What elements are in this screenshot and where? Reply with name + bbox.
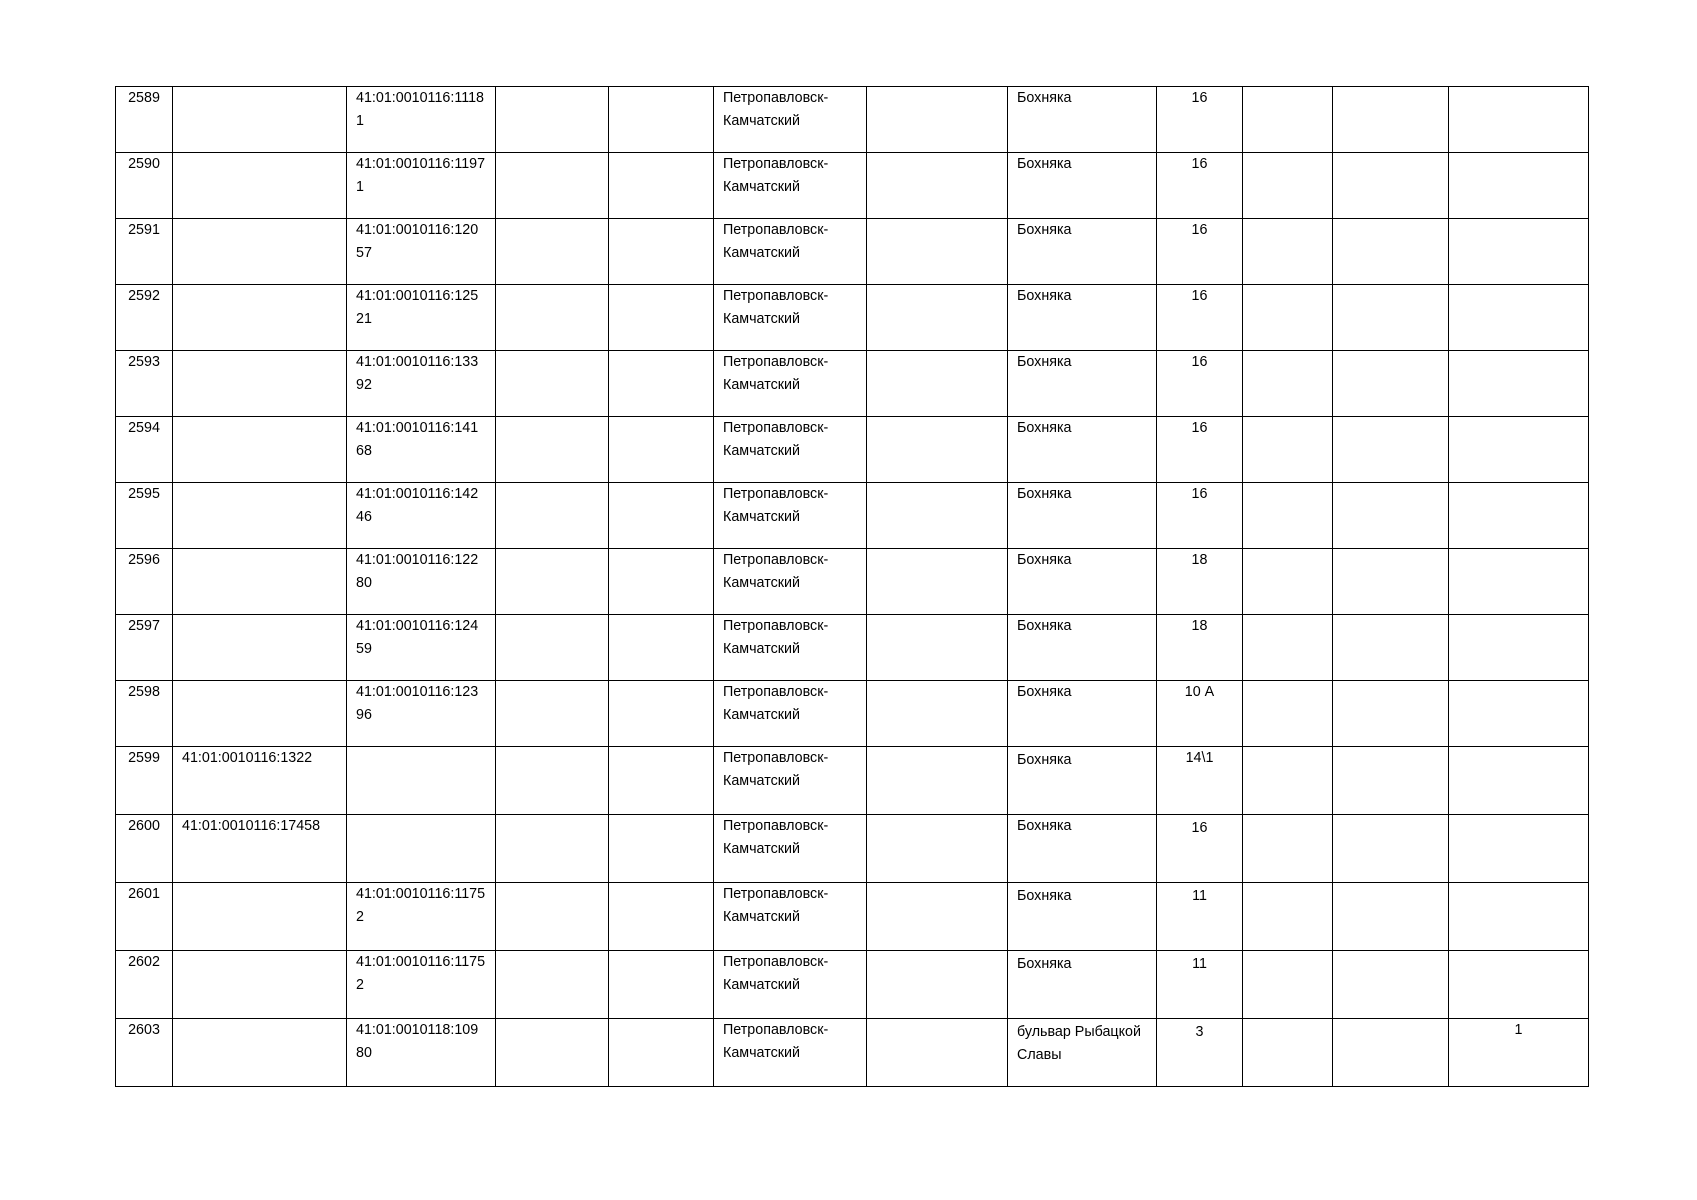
cell-empty	[1333, 351, 1449, 417]
cell-premises-cadastral-number	[347, 815, 496, 883]
cell-house-number: 18	[1157, 549, 1243, 615]
cell-city: Петропавловск-Камчатский	[714, 219, 867, 285]
table-row	[116, 883, 1589, 951]
cell-empty	[609, 153, 714, 219]
table-row	[116, 747, 1589, 815]
cell-empty	[609, 883, 714, 951]
cell-house-number: 16	[1157, 351, 1243, 417]
cell-empty	[609, 285, 714, 351]
cell-record-number: 2594	[116, 417, 173, 483]
cell-city: Петропавловск-Камчатский	[714, 351, 867, 417]
cell-empty	[609, 747, 714, 815]
cell-record-number: 2603	[116, 1019, 173, 1087]
cell-apartment-number	[1449, 483, 1589, 549]
cell-house-number: 14\1	[1157, 747, 1243, 815]
table-row	[116, 549, 1589, 615]
cell-empty	[496, 747, 609, 815]
cell-empty	[1333, 417, 1449, 483]
cell-street: Бохняка	[1008, 219, 1157, 285]
cell-street: Бохняка	[1008, 285, 1157, 351]
table-row	[116, 87, 1589, 153]
cell-street: Бохняка	[1008, 951, 1157, 1019]
cell-city: Петропавловск-Камчатский	[714, 815, 867, 883]
cell-apartment-number	[1449, 615, 1589, 681]
cell-city: Петропавловск-Камчатский	[714, 549, 867, 615]
cell-city: Петропавловск-Камчатский	[714, 681, 867, 747]
cell-city: Петропавловск-Камчатский	[714, 951, 867, 1019]
cell-street: Бохняка	[1008, 883, 1157, 951]
cell-city: Петропавловск-Камчатский	[714, 615, 867, 681]
cell-empty	[496, 351, 609, 417]
cell-cadastral-number	[173, 351, 347, 417]
cell-city: Петропавловск-Камчатский	[714, 285, 867, 351]
cell-cadastral-number	[173, 285, 347, 351]
cell-premises-cadastral-number	[347, 747, 496, 815]
cell-cadastral-number	[173, 417, 347, 483]
cell-premises-cadastral-number: 41:01:0010116:12521	[347, 285, 496, 351]
cell-house-number: 10 А	[1157, 681, 1243, 747]
cell-house-number: 18	[1157, 615, 1243, 681]
cell-empty	[867, 747, 1008, 815]
cell-empty	[609, 615, 714, 681]
cell-city: Петропавловск-Камчатский	[714, 483, 867, 549]
cell-apartment-number	[1449, 285, 1589, 351]
cell-empty	[496, 815, 609, 883]
cell-empty	[1333, 815, 1449, 883]
table-row	[116, 1019, 1589, 1087]
cell-house-number: 16	[1157, 153, 1243, 219]
cell-empty	[867, 219, 1008, 285]
cell-empty	[1243, 153, 1333, 219]
cell-empty	[609, 417, 714, 483]
cell-premises-cadastral-number: 41:01:0010116:11752	[347, 883, 496, 951]
cell-street: Бохняка	[1008, 549, 1157, 615]
cell-record-number: 2590	[116, 153, 173, 219]
cell-empty	[1333, 747, 1449, 815]
cell-house-number: 16	[1157, 219, 1243, 285]
cell-empty	[1243, 883, 1333, 951]
cell-apartment-number	[1449, 883, 1589, 951]
cell-city: Петропавловск-Камчатский	[714, 747, 867, 815]
cell-house-number: 3	[1157, 1019, 1243, 1087]
cell-street: Бохняка	[1008, 681, 1157, 747]
cell-empty	[867, 351, 1008, 417]
cell-city: Петропавловск-Камчатский	[714, 1019, 867, 1087]
cell-street: Бохняка	[1008, 747, 1157, 815]
cell-apartment-number	[1449, 417, 1589, 483]
cell-empty	[1243, 549, 1333, 615]
cell-empty	[609, 549, 714, 615]
cell-empty	[1333, 483, 1449, 549]
table-row	[116, 417, 1589, 483]
cell-record-number: 2593	[116, 351, 173, 417]
cell-record-number: 2600	[116, 815, 173, 883]
cell-cadastral-number	[173, 681, 347, 747]
cell-apartment-number	[1449, 681, 1589, 747]
cell-empty	[1243, 219, 1333, 285]
cell-cadastral-number	[173, 153, 347, 219]
cell-record-number: 2592	[116, 285, 173, 351]
cell-empty	[496, 681, 609, 747]
cell-house-number: 16	[1157, 417, 1243, 483]
cell-cadastral-number	[173, 549, 347, 615]
cell-empty	[1333, 615, 1449, 681]
cell-street: Бохняка	[1008, 87, 1157, 153]
cell-premises-cadastral-number: 41:01:0010116:13392	[347, 351, 496, 417]
cell-apartment-number	[1449, 549, 1589, 615]
cell-empty	[496, 951, 609, 1019]
cell-empty	[1333, 951, 1449, 1019]
cell-empty	[609, 1019, 714, 1087]
cell-cadastral-number	[173, 483, 347, 549]
cell-street: бульвар Рыбацкой Славы	[1008, 1019, 1157, 1087]
cell-house-number: 11	[1157, 951, 1243, 1019]
cell-empty	[1243, 815, 1333, 883]
cell-empty	[1333, 1019, 1449, 1087]
cell-apartment-number	[1449, 87, 1589, 153]
cell-empty	[1243, 87, 1333, 153]
cell-premises-cadastral-number: 41:01:0010116:12396	[347, 681, 496, 747]
cell-empty	[1333, 219, 1449, 285]
cell-city: Петропавловск-Камчатский	[714, 87, 867, 153]
cell-record-number: 2595	[116, 483, 173, 549]
cell-empty	[496, 483, 609, 549]
cell-empty	[867, 1019, 1008, 1087]
cell-empty	[867, 883, 1008, 951]
registry-table-body	[116, 87, 1589, 1087]
cell-record-number: 2599	[116, 747, 173, 815]
cell-apartment-number	[1449, 219, 1589, 285]
cell-premises-cadastral-number: 41:01:0010116:11752	[347, 951, 496, 1019]
cell-street: Бохняка	[1008, 483, 1157, 549]
cell-premises-cadastral-number: 41:01:0010118:10980	[347, 1019, 496, 1087]
cell-empty	[496, 417, 609, 483]
cell-cadastral-number	[173, 951, 347, 1019]
cell-house-number: 16	[1157, 87, 1243, 153]
cell-empty	[867, 815, 1008, 883]
cell-empty	[609, 351, 714, 417]
cell-empty	[609, 219, 714, 285]
cell-empty	[1243, 417, 1333, 483]
cell-premises-cadastral-number: 41:01:0010116:11181	[347, 87, 496, 153]
cell-empty	[1333, 883, 1449, 951]
table-row	[116, 483, 1589, 549]
table-row	[116, 815, 1589, 883]
cell-record-number: 2601	[116, 883, 173, 951]
cell-empty	[1333, 87, 1449, 153]
cell-premises-cadastral-number: 41:01:0010116:12459	[347, 615, 496, 681]
cell-record-number: 2602	[116, 951, 173, 1019]
table-row	[116, 285, 1589, 351]
cell-record-number: 2597	[116, 615, 173, 681]
cell-empty	[1243, 951, 1333, 1019]
cell-premises-cadastral-number: 41:01:0010116:11971	[347, 153, 496, 219]
cell-apartment-number	[1449, 951, 1589, 1019]
cell-empty	[496, 615, 609, 681]
cell-cadastral-number	[173, 87, 347, 153]
cell-empty	[609, 681, 714, 747]
cell-premises-cadastral-number: 41:01:0010116:14168	[347, 417, 496, 483]
table-row	[116, 219, 1589, 285]
cell-premises-cadastral-number: 41:01:0010116:12057	[347, 219, 496, 285]
cell-empty	[609, 483, 714, 549]
cell-cadastral-number: 41:01:0010116:17458	[173, 815, 347, 883]
table-row	[116, 153, 1589, 219]
cell-house-number: 16	[1157, 815, 1243, 883]
cell-empty	[867, 615, 1008, 681]
cell-city: Петропавловск-Камчатский	[714, 153, 867, 219]
table-row	[116, 951, 1589, 1019]
cell-city: Петропавловск-Камчатский	[714, 883, 867, 951]
cell-premises-cadastral-number: 41:01:0010116:12280	[347, 549, 496, 615]
cell-empty	[609, 815, 714, 883]
table-row	[116, 615, 1589, 681]
cell-empty	[1243, 483, 1333, 549]
cell-city: Петропавловск-Камчатский	[714, 417, 867, 483]
cell-empty	[1243, 351, 1333, 417]
cell-apartment-number	[1449, 815, 1589, 883]
cell-empty	[867, 285, 1008, 351]
cell-apartment-number: 1	[1449, 1019, 1589, 1087]
cell-empty	[1243, 747, 1333, 815]
cell-house-number: 16	[1157, 483, 1243, 549]
registry-table	[115, 86, 1589, 1087]
cell-record-number: 2598	[116, 681, 173, 747]
cell-empty	[1333, 153, 1449, 219]
cell-empty	[1243, 681, 1333, 747]
cell-empty	[1333, 681, 1449, 747]
cell-street: Бохняка	[1008, 615, 1157, 681]
cell-premises-cadastral-number: 41:01:0010116:14246	[347, 483, 496, 549]
cell-empty	[496, 87, 609, 153]
cell-record-number: 2591	[116, 219, 173, 285]
cell-house-number: 16	[1157, 285, 1243, 351]
cell-cadastral-number: 41:01:0010116:1322	[173, 747, 347, 815]
cell-street: Бохняка	[1008, 815, 1157, 883]
cell-empty	[867, 483, 1008, 549]
cell-apartment-number	[1449, 747, 1589, 815]
cell-empty	[867, 951, 1008, 1019]
cell-cadastral-number	[173, 1019, 347, 1087]
cell-empty	[496, 285, 609, 351]
cell-street: Бохняка	[1008, 153, 1157, 219]
cell-empty	[1243, 285, 1333, 351]
cell-empty	[867, 681, 1008, 747]
cell-empty	[1333, 285, 1449, 351]
cell-record-number: 2596	[116, 549, 173, 615]
cell-apartment-number	[1449, 153, 1589, 219]
cell-empty	[1243, 1019, 1333, 1087]
cell-empty	[1243, 615, 1333, 681]
table-row	[116, 351, 1589, 417]
cell-empty	[1333, 549, 1449, 615]
cell-cadastral-number	[173, 219, 347, 285]
cell-empty	[496, 153, 609, 219]
cell-empty	[867, 549, 1008, 615]
cell-empty	[496, 549, 609, 615]
cell-cadastral-number	[173, 615, 347, 681]
cell-empty	[867, 153, 1008, 219]
cell-empty	[867, 87, 1008, 153]
cell-empty	[609, 951, 714, 1019]
cell-empty	[609, 87, 714, 153]
cell-empty	[867, 417, 1008, 483]
cell-empty	[496, 219, 609, 285]
table-row	[116, 681, 1589, 747]
cell-empty	[496, 1019, 609, 1087]
cell-street: Бохняка	[1008, 417, 1157, 483]
cell-empty	[496, 883, 609, 951]
cell-street: Бохняка	[1008, 351, 1157, 417]
document-page	[115, 86, 1589, 1087]
cell-record-number: 2589	[116, 87, 173, 153]
cell-house-number: 11	[1157, 883, 1243, 951]
cell-cadastral-number	[173, 883, 347, 951]
cell-apartment-number	[1449, 351, 1589, 417]
